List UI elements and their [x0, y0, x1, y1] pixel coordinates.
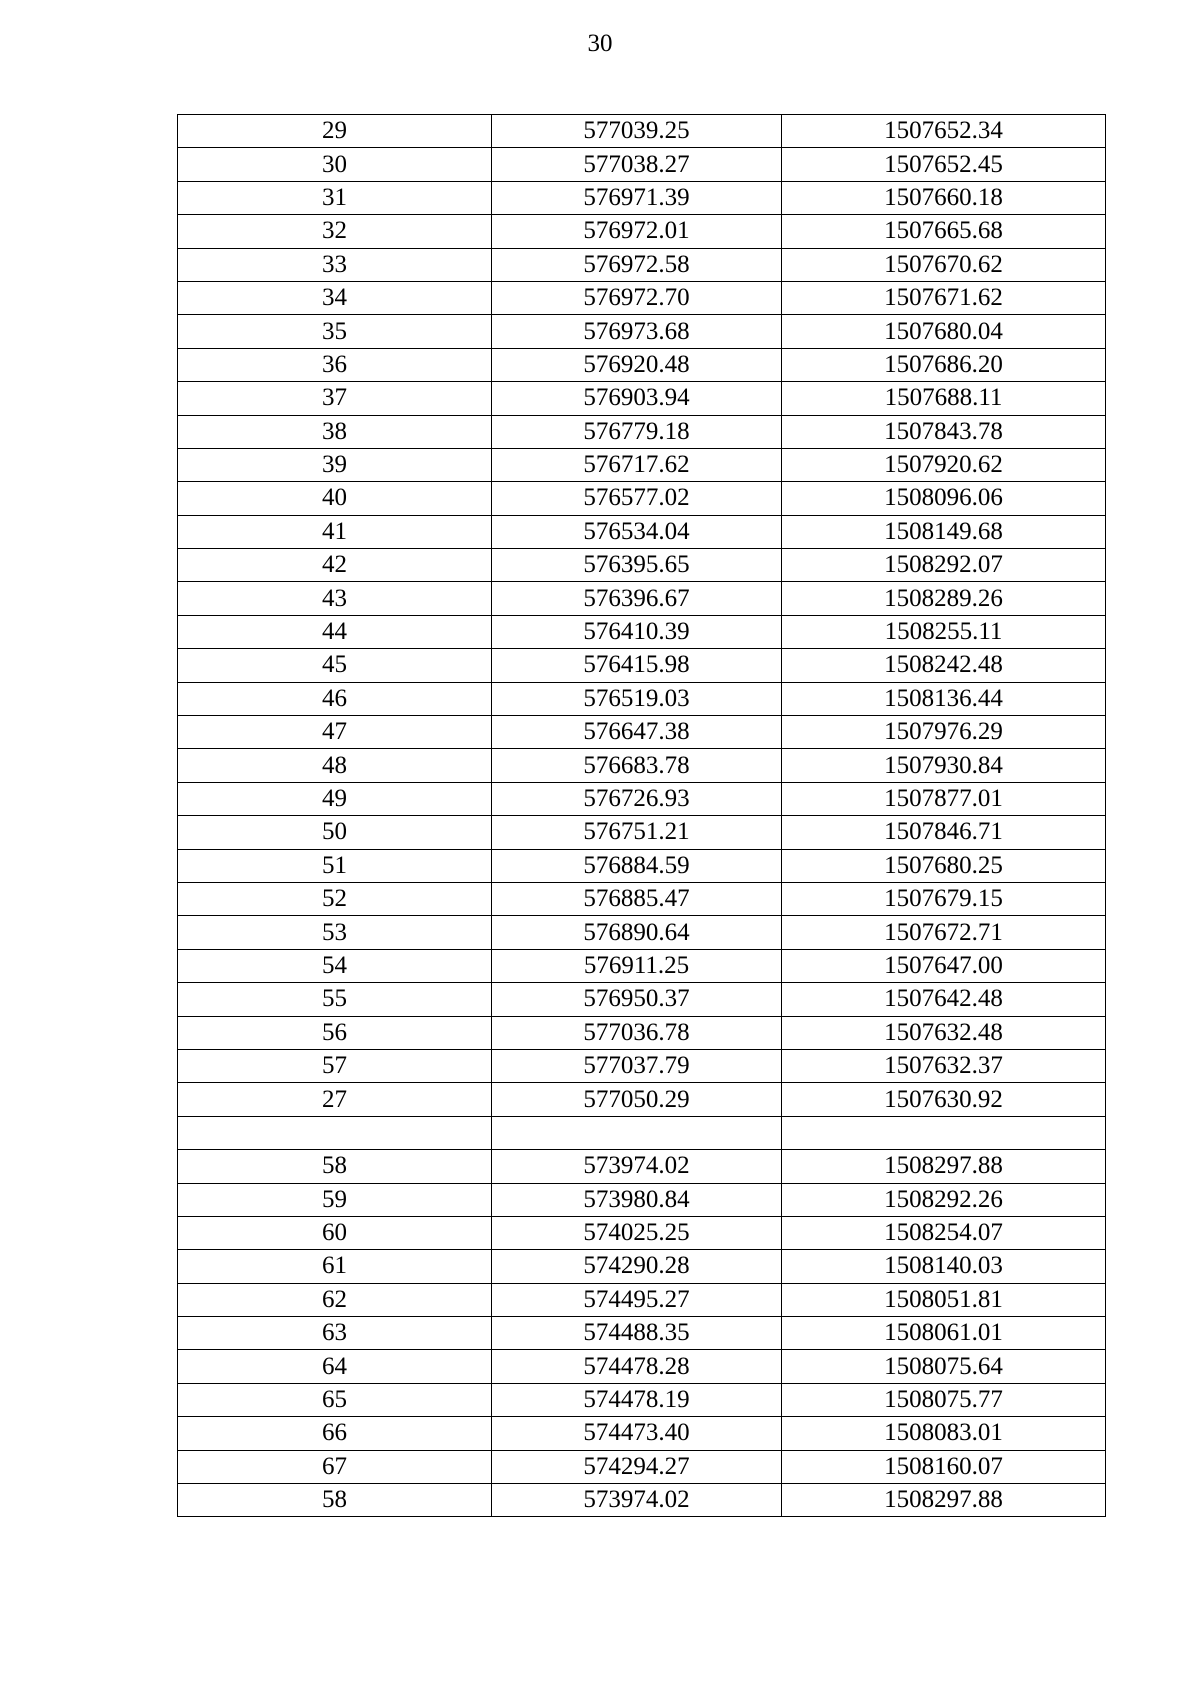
y-coordinate-cell: 1507688.11: [782, 382, 1106, 415]
y-coordinate-cell: 1508140.03: [782, 1250, 1106, 1283]
x-coordinate-cell: 574478.19: [492, 1383, 782, 1416]
y-coordinate-cell: 1507680.25: [782, 849, 1106, 882]
x-coordinate-cell: 577038.27: [492, 148, 782, 181]
table-row: [178, 1083, 1106, 1116]
table-row: [178, 215, 1106, 248]
table-row: [178, 348, 1106, 381]
y-coordinate-cell: 1507843.78: [782, 415, 1106, 448]
table-row: [178, 682, 1106, 715]
point-number-cell: 53: [178, 916, 492, 949]
point-number-cell: 65: [178, 1383, 492, 1416]
point-number-cell: 64: [178, 1350, 492, 1383]
point-number-cell: 36: [178, 348, 492, 381]
point-number-cell: 39: [178, 448, 492, 481]
point-number-cell: 58: [178, 1150, 492, 1183]
table-row: [178, 148, 1106, 181]
y-coordinate-cell: 1507672.71: [782, 916, 1106, 949]
x-coordinate-cell: 574290.28: [492, 1250, 782, 1283]
point-number-cell: 58: [178, 1484, 492, 1517]
point-number-cell: 34: [178, 281, 492, 314]
x-coordinate-cell: 573980.84: [492, 1183, 782, 1216]
y-coordinate-cell: 1508254.07: [782, 1216, 1106, 1249]
x-coordinate-cell: 574488.35: [492, 1317, 782, 1350]
x-coordinate-cell: 576779.18: [492, 415, 782, 448]
y-coordinate-cell: 1507660.18: [782, 181, 1106, 214]
y-coordinate-cell: 1508051.81: [782, 1283, 1106, 1316]
point-number-cell: 56: [178, 1016, 492, 1049]
page-number: 30: [587, 30, 613, 57]
table-row: [178, 649, 1106, 682]
point-number-cell: 41: [178, 515, 492, 548]
table-row: [178, 916, 1106, 949]
y-coordinate-cell: 1507679.15: [782, 882, 1106, 915]
table-row: [178, 181, 1106, 214]
coordinates-table-body: [178, 115, 1106, 1517]
table-row: [178, 882, 1106, 915]
x-coordinate-cell: 574294.27: [492, 1450, 782, 1483]
y-coordinate-cell: 1507642.48: [782, 983, 1106, 1016]
point-number-cell: 60: [178, 1216, 492, 1249]
y-coordinate-cell: 1508075.77: [782, 1383, 1106, 1416]
x-coordinate-cell: 573974.02: [492, 1484, 782, 1517]
point-number-cell: 66: [178, 1417, 492, 1450]
point-number-cell: 33: [178, 248, 492, 281]
table-row: [178, 749, 1106, 782]
point-number-cell: 62: [178, 1283, 492, 1316]
table-row: [178, 115, 1106, 148]
x-coordinate-cell: 574478.28: [492, 1350, 782, 1383]
point-number-cell: 44: [178, 615, 492, 648]
table-row: [178, 849, 1106, 882]
x-coordinate-cell: 576972.70: [492, 281, 782, 314]
point-number-cell: 57: [178, 1049, 492, 1082]
table-row: [178, 1049, 1106, 1082]
x-coordinate-cell: 577039.25: [492, 115, 782, 148]
point-number-cell: 50: [178, 816, 492, 849]
table-row: [178, 1350, 1106, 1383]
y-coordinate-cell: 1508297.88: [782, 1150, 1106, 1183]
point-number-cell: 37: [178, 382, 492, 415]
y-coordinate-cell: 1508289.26: [782, 582, 1106, 615]
x-coordinate-cell: 576890.64: [492, 916, 782, 949]
x-coordinate-cell: 576717.62: [492, 448, 782, 481]
table-row: [178, 515, 1106, 548]
x-coordinate-cell: 576920.48: [492, 348, 782, 381]
table-row: [178, 1116, 1106, 1149]
y-coordinate-cell: 1507680.04: [782, 315, 1106, 348]
point-number-cell: 52: [178, 882, 492, 915]
y-coordinate-cell: 1508292.26: [782, 1183, 1106, 1216]
x-coordinate-cell: 576885.47: [492, 882, 782, 915]
x-coordinate-cell: 574473.40: [492, 1417, 782, 1450]
y-coordinate-cell: 1507652.34: [782, 115, 1106, 148]
y-coordinate-cell: 1507665.68: [782, 215, 1106, 248]
point-number-cell: 40: [178, 482, 492, 515]
table-row: [178, 1250, 1106, 1283]
table-row: [178, 1317, 1106, 1350]
x-coordinate-cell: 576519.03: [492, 682, 782, 715]
y-coordinate-cell: 1508242.48: [782, 649, 1106, 682]
x-coordinate-cell: 576973.68: [492, 315, 782, 348]
y-coordinate-cell: 1507630.92: [782, 1083, 1106, 1116]
x-coordinate-cell: 576971.39: [492, 181, 782, 214]
table-row: [178, 1150, 1106, 1183]
point-number-cell: 61: [178, 1250, 492, 1283]
point-number-cell: 54: [178, 949, 492, 982]
x-coordinate-cell: 576972.01: [492, 215, 782, 248]
y-coordinate-cell: 1507686.20: [782, 348, 1106, 381]
point-number-cell: 27: [178, 1083, 492, 1116]
table-row: [178, 415, 1106, 448]
table-row: [178, 983, 1106, 1016]
y-coordinate-cell: 1507647.00: [782, 949, 1106, 982]
y-coordinate-cell: 1508136.44: [782, 682, 1106, 715]
point-number-cell: 43: [178, 582, 492, 615]
point-number-cell: 59: [178, 1183, 492, 1216]
x-coordinate-cell: 576534.04: [492, 515, 782, 548]
x-coordinate-cell: 576972.58: [492, 248, 782, 281]
table-row: [178, 315, 1106, 348]
y-coordinate-cell: 1507652.45: [782, 148, 1106, 181]
table-row: [178, 382, 1106, 415]
table-row: [178, 782, 1106, 815]
x-coordinate-cell: 574495.27: [492, 1283, 782, 1316]
y-coordinate-cell: 1508075.64: [782, 1350, 1106, 1383]
y-coordinate-cell: 1508083.01: [782, 1417, 1106, 1450]
table-row: [178, 1484, 1106, 1517]
table-row: [178, 716, 1106, 749]
y-coordinate-cell: 1507877.01: [782, 782, 1106, 815]
x-coordinate-cell: 576577.02: [492, 482, 782, 515]
y-coordinate-cell: 1507671.62: [782, 281, 1106, 314]
table-row: [178, 615, 1106, 648]
point-number-cell: 29: [178, 115, 492, 148]
y-coordinate-cell: 1507930.84: [782, 749, 1106, 782]
x-coordinate-cell: [492, 1116, 782, 1149]
point-number-cell: 45: [178, 649, 492, 682]
x-coordinate-cell: 576884.59: [492, 849, 782, 882]
table-row: [178, 1383, 1106, 1416]
point-number-cell: 30: [178, 148, 492, 181]
table-row: [178, 1417, 1106, 1450]
table-row: [178, 1283, 1106, 1316]
point-number-cell: 46: [178, 682, 492, 715]
table-row: [178, 482, 1106, 515]
x-coordinate-cell: 576751.21: [492, 816, 782, 849]
x-coordinate-cell: 577037.79: [492, 1049, 782, 1082]
table-row: [178, 1016, 1106, 1049]
y-coordinate-cell: 1507670.62: [782, 248, 1106, 281]
x-coordinate-cell: 577050.29: [492, 1083, 782, 1116]
table-row: [178, 816, 1106, 849]
x-coordinate-cell: 577036.78: [492, 1016, 782, 1049]
x-coordinate-cell: 576683.78: [492, 749, 782, 782]
point-number-cell: 51: [178, 849, 492, 882]
x-coordinate-cell: 574025.25: [492, 1216, 782, 1249]
x-coordinate-cell: 576395.65: [492, 549, 782, 582]
y-coordinate-cell: [782, 1116, 1106, 1149]
table-row: [178, 1183, 1106, 1216]
point-number-cell: 31: [178, 181, 492, 214]
y-coordinate-cell: 1508061.01: [782, 1317, 1106, 1350]
coordinates-table: [177, 114, 1106, 1517]
x-coordinate-cell: 576647.38: [492, 716, 782, 749]
x-coordinate-cell: 576726.93: [492, 782, 782, 815]
y-coordinate-cell: 1508255.11: [782, 615, 1106, 648]
point-number-cell: 55: [178, 983, 492, 1016]
table-row: [178, 549, 1106, 582]
table-row: [178, 1216, 1106, 1249]
x-coordinate-cell: 576950.37: [492, 983, 782, 1016]
x-coordinate-cell: 576903.94: [492, 382, 782, 415]
point-number-cell: 47: [178, 716, 492, 749]
table-row: [178, 949, 1106, 982]
y-coordinate-cell: 1507632.48: [782, 1016, 1106, 1049]
table-row: [178, 281, 1106, 314]
y-coordinate-cell: 1507976.29: [782, 716, 1106, 749]
x-coordinate-cell: 576911.25: [492, 949, 782, 982]
y-coordinate-cell: 1508292.07: [782, 549, 1106, 582]
point-number-cell: 38: [178, 415, 492, 448]
point-number-cell: 42: [178, 549, 492, 582]
y-coordinate-cell: 1507846.71: [782, 816, 1106, 849]
point-number-cell: 35: [178, 315, 492, 348]
x-coordinate-cell: 576396.67: [492, 582, 782, 615]
point-number-cell: 32: [178, 215, 492, 248]
point-number-cell: 67: [178, 1450, 492, 1483]
point-number-cell: [178, 1116, 492, 1149]
y-coordinate-cell: 1508096.06: [782, 482, 1106, 515]
table-row: [178, 582, 1106, 615]
y-coordinate-cell: 1507632.37: [782, 1049, 1106, 1082]
table-row: [178, 248, 1106, 281]
x-coordinate-cell: 576415.98: [492, 649, 782, 682]
point-number-cell: 48: [178, 749, 492, 782]
table-row: [178, 448, 1106, 481]
y-coordinate-cell: 1508149.68: [782, 515, 1106, 548]
x-coordinate-cell: 576410.39: [492, 615, 782, 648]
table-row: [178, 1450, 1106, 1483]
point-number-cell: 63: [178, 1317, 492, 1350]
x-coordinate-cell: 573974.02: [492, 1150, 782, 1183]
point-number-cell: 49: [178, 782, 492, 815]
y-coordinate-cell: 1508160.07: [782, 1450, 1106, 1483]
y-coordinate-cell: 1508297.88: [782, 1484, 1106, 1517]
y-coordinate-cell: 1507920.62: [782, 448, 1106, 481]
